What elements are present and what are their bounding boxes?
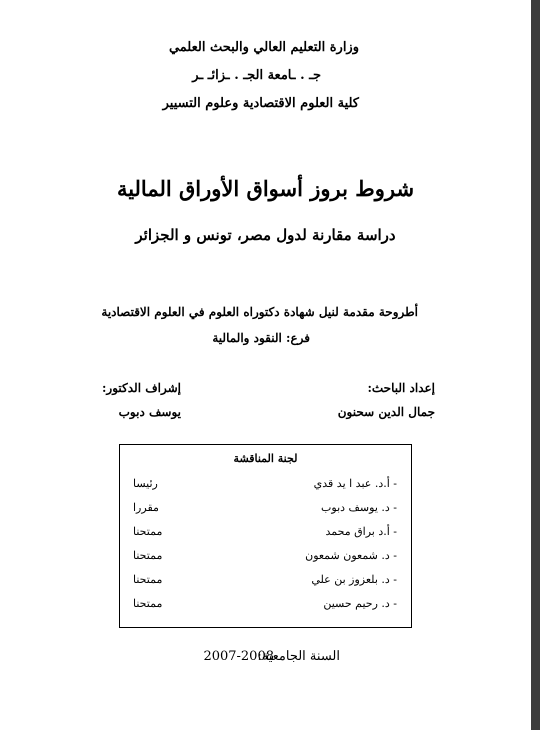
faculty-line: كلية العلوم الاقتصادية وعلوم التسيير (162, 96, 359, 111)
member-role: ممتحنا (133, 573, 163, 586)
committee-row (120, 501, 411, 519)
author-label: إعداد الباحث: (367, 381, 435, 395)
academic-year-label: السنة الجامعية: (257, 649, 340, 664)
document-subtitle: دراسة مقارنة لدول مصر، تونس و الجزائر (135, 226, 396, 244)
ministry-line: وزارة التعليم العالي والبحث العلمي (168, 40, 359, 55)
member-role: رئيسا (133, 477, 158, 490)
member-name: - د. شمعون شمعون (305, 549, 397, 562)
committee-row (120, 573, 411, 591)
member-name: - أ.د براق محمد (325, 525, 397, 538)
thesis-branch: فرع: النقود والمالية (212, 331, 310, 345)
author-name: جمال الدين سحنون (337, 405, 435, 419)
document-title: شروط بروز أسواق الأوراق المالية (116, 176, 415, 201)
member-name: - أ.د. عبد ا يد قدي (313, 477, 397, 490)
member-role: ممتحنا (133, 549, 163, 562)
member-role: ممتحنا (133, 597, 163, 610)
committee-box (119, 444, 412, 628)
member-name: - د. يوسف دبوب (321, 501, 397, 514)
member-name: - د. رحيم حسين (323, 597, 397, 610)
academic-year-value: 2007-2008 (203, 649, 274, 664)
supervisor-label: إشراف الدكتور: (101, 381, 181, 395)
thesis-description: أطروحة مقدمة لنيل شهادة دكتوراه العلوم في العلوم الاقتصادية (101, 305, 418, 319)
committee-row (120, 525, 411, 543)
committee-row (120, 549, 411, 567)
university-line: جـ . ـامعة الجـ . ـزائـ ـر (192, 68, 321, 83)
member-role: مقررا (133, 501, 159, 514)
supervisor-name: يوسف دبوب (118, 405, 181, 419)
page-shadow (531, 0, 540, 730)
committee-row (120, 477, 411, 495)
member-name: - د. بلعزوز بن علي (311, 573, 397, 586)
member-role: ممتحنا (133, 525, 163, 538)
committee-title: لجنة المناقشة (233, 452, 298, 465)
committee-row (120, 597, 411, 615)
